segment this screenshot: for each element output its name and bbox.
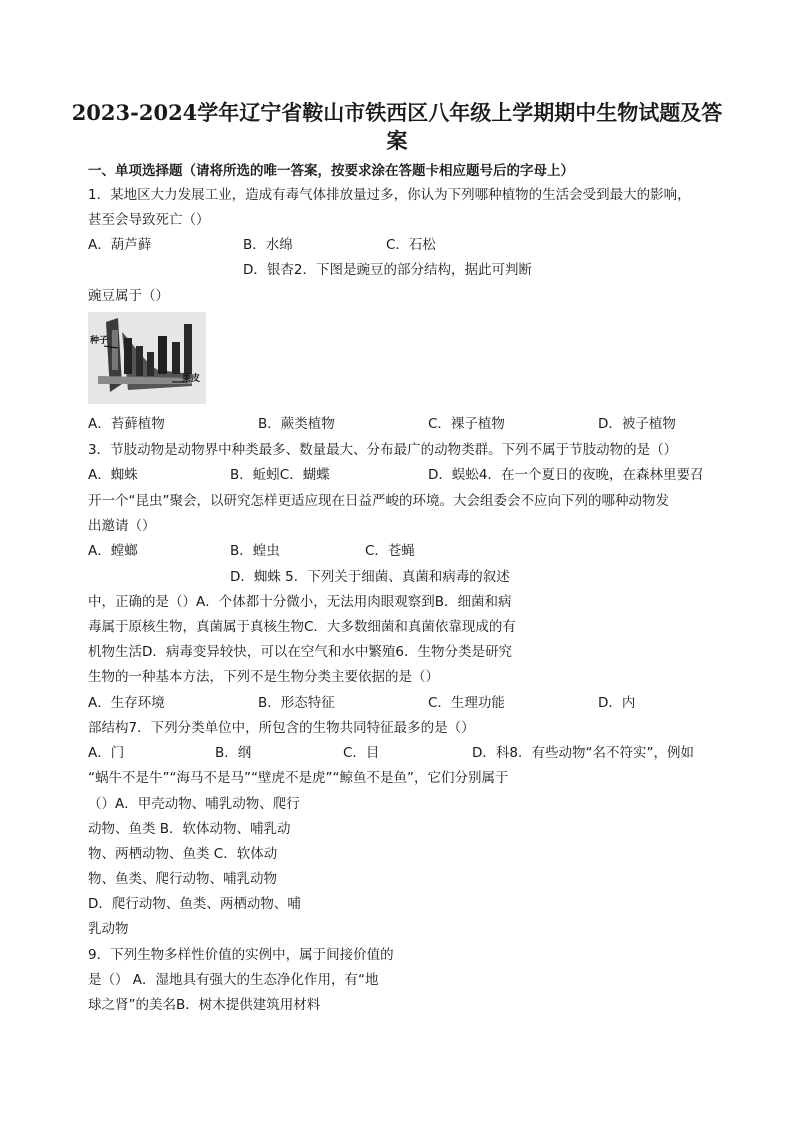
question-8-option-b-cont: 物、两栖动物、鱼类 C．软体动 <box>88 846 278 862</box>
question-9-text: 9．下列生物多样性价值的实例中，属于间接价值的 <box>88 947 394 963</box>
question-7-option-a: A．门 <box>88 745 125 761</box>
question-6-option-d: D．内 <box>598 695 636 711</box>
figure-label-seed: 种子 <box>90 336 109 346</box>
question-3-option-a: A．蜘蛛 <box>88 467 138 483</box>
question-1-option-a: A．葫芦藓 <box>88 237 152 253</box>
question-5-text-cont-1: 毒属于原核生物，真菌属于真核生物C．大多数细菌和真菌依靠现成的有 <box>88 619 516 635</box>
question-4-option-a: A．螳螂 <box>88 543 138 559</box>
question-6-option-a: A．生存环境 <box>88 695 165 711</box>
question-1-option-d-and-q2: D．银杏2．下图是豌豆的部分结构，据此可判断 <box>243 262 532 278</box>
question-3-option-b-c: B．蚯蚓C．蝴蝶 <box>230 467 330 483</box>
question-1-text-cont: 甚至会导致死亡（） <box>88 212 210 228</box>
question-8-option-d-cont: 乳动物 <box>88 921 129 937</box>
question-6-text: 生物的一种基本方法，下列不是生物分类主要依据的是（） <box>88 669 439 685</box>
question-4-text-cont: 出邀请（） <box>88 518 156 534</box>
question-9-option-a: 是（） A．湿地具有强大的生态净化作用，有“地 <box>88 972 379 988</box>
question-8-option-c-cont: 物、鱼类、爬行动物、哺乳动物 <box>88 871 277 887</box>
question-4-text: 开一个“昆虫”聚会，以研究怎样更适应现在日益严峻的环境。大会组委会不应向下列的哪种动物发 <box>88 493 669 509</box>
question-4-option-d-and-q5: D．蜘蛛 5．下列关于细菌、真菌和病毒的叙述 <box>230 569 510 585</box>
page-title-line-2: 案 <box>386 128 408 153</box>
question-8-option-d: D．爬行动物、鱼类、两栖动物、哺 <box>88 896 301 912</box>
question-7-option-c: C．目 <box>343 745 380 761</box>
question-2-option-a: A．苔藓植物 <box>88 416 165 432</box>
question-6-option-d-and-q7: 部结构7．下列分类单位中，所包含的生物共同特征最多的是（） <box>88 720 475 736</box>
section-heading: 一、单项选择题（请将所选的唯一答案，按要求涂在答题卡相应题号后的字母上） <box>88 163 574 179</box>
question-2-text-cont: 豌豆属于（） <box>88 288 169 304</box>
question-8-option-a: （）A．甲壳动物、哺乳动物、爬行 <box>88 796 300 812</box>
question-4-option-c: C．苍蝇 <box>365 543 415 559</box>
question-5-text: 中，正确的是（）A．个体都十分微小，无法用肉眼观察到B．细菌和病 <box>88 594 512 610</box>
pea-pod-illustration <box>88 312 206 404</box>
question-7-option-d-and-q8: D．科8．有些动物“名不符实”，例如 <box>472 745 694 761</box>
question-8-text: “蜗牛不是牛”“海马不是马”“壁虎不是虎”“鲸鱼不是鱼”，它们分别属于 <box>88 770 509 786</box>
question-1-text: 1．某地区大力发展工业，造成有毒气体排放量过多，你认为下列哪种植物的生活会受到最大的影响， <box>88 187 691 203</box>
question-2-option-c: C．裸子植物 <box>428 416 505 432</box>
question-2-option-b: B．蕨类植物 <box>258 416 335 432</box>
question-9-option-a-b: 球之肾”的美名B．树木提供建筑用材料 <box>88 997 321 1013</box>
question-5-text-cont-2: 机物生活D．病毒变异较快，可以在空气和水中繁殖6．生物分类是研究 <box>88 644 512 660</box>
question-4-option-b: B．蝗虫 <box>230 543 280 559</box>
question-8-option-a-cont: 动物、鱼类 B．软体动物、哺乳动 <box>88 821 291 837</box>
pea-structure-figure <box>88 312 206 404</box>
figure-label-pod: 果皮 <box>182 374 201 384</box>
question-7-option-b: B．纲 <box>215 745 252 761</box>
question-3-text: 3．节肢动物是动物界中种类最多、数量最大、分布最广的动物类群。下列不属于节肢动物的是（） <box>88 442 678 458</box>
question-1-option-b: B．水绵 <box>243 237 293 253</box>
question-1-option-c: C．石松 <box>386 237 436 253</box>
question-6-option-c: C．生理功能 <box>428 695 505 711</box>
question-6-option-b: B．形态特征 <box>258 695 335 711</box>
page-title-line-1: 2023-2024学年辽宁省鞍山市铁西区八年级上学期期中生物试题及答 <box>71 100 723 125</box>
question-2-option-d: D．被子植物 <box>598 416 676 432</box>
question-3-option-d-and-q4: D．蜈蚣4．在一个夏日的夜晚，在森林里要召 <box>428 467 704 483</box>
